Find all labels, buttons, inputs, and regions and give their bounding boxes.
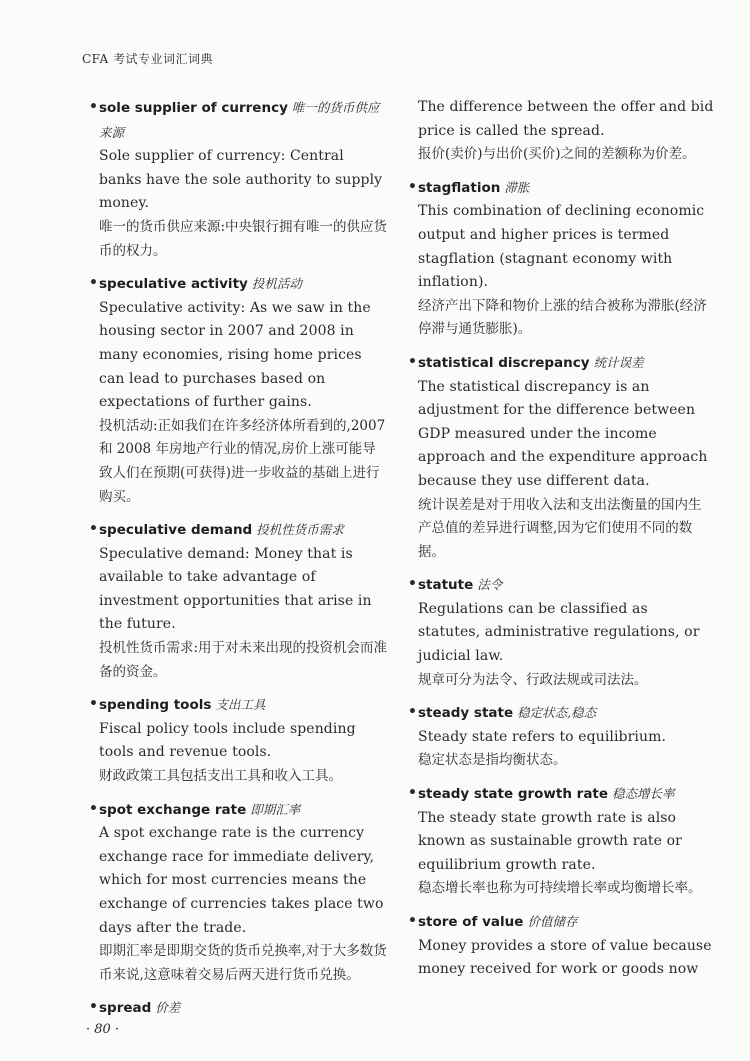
entry-english: Steady state refers to equilibrium. [418,728,667,745]
glossary-entry [89,996,389,1021]
glossary-entry [408,351,714,564]
bullet-icon: • [408,178,417,195]
bullet-icon: • [89,521,98,538]
glossary-entry [89,272,389,509]
entry-english: Fiscal policy tools include spending tools and revenue tools. [99,720,356,761]
entry-term-cn: 投机性货币需求 [256,522,344,538]
entry-term-cn: 价差 [155,1000,181,1016]
glossary-entry [89,518,389,684]
running-header: CFA 考试专业词汇词典 [82,52,213,66]
bullet-icon: • [89,999,98,1016]
entry-english: Money provides a store of value because money received for work or goods now [418,937,712,978]
bullet-icon: • [408,785,417,802]
entry-term: speculative activity [99,276,248,293]
glossary-entry [408,701,714,773]
entry-chinese: 统计误差是对于用收入法和支出法衡量的国内生产总值的差异进行调整,因为它们使用不同的数据。 [418,496,702,560]
glossary-entry [408,573,714,692]
entry-term: speculative demand [99,522,253,539]
entry-term: steady state [418,705,514,722]
entry-english: This combination of declining economic output and higher prices is termed stagflation (stagnant economy with inflation). [418,203,705,291]
entry-term: sole supplier of currency [99,100,288,116]
entry-english: A spot exchange rate is the currency exchange race for immediate delivery, which for most currencies means the exchange of currencies takes place two days after the trade. [99,825,384,936]
entry-term: spending tools [99,697,212,714]
glossary-entry [89,693,389,788]
entry-term: store of value [418,914,524,930]
entry-term-cn: 稳定状态,稳态 [517,705,597,721]
bullet-icon: • [408,913,417,929]
glossary-entry [89,798,389,988]
entry-term: steady state growth rate [418,786,609,803]
entry-chinese: 规章可分为法令、行政法规或司法法。 [418,671,648,688]
entry-term-cn: 唯一的货币供应来源 [99,100,380,140]
entry-term-cn: 法令 [477,577,503,593]
entry-chinese: 财政政策工具包括支出工具和收入工具。 [99,768,342,785]
glossary-entry-continued [418,96,714,167]
entry-term: spread [99,1000,152,1017]
entry-term: spot exchange rate [99,801,247,818]
right-column [408,96,714,991]
bullet-icon: • [89,800,98,817]
entry-english: Speculative activity: As we saw in the housing sector in 2007 and 2008 in many economies, rising home prices can lead to purchases based on expectations of further gains. [99,299,371,411]
entry-term-cn: 即期汇率 [250,801,301,817]
entry-chinese: 投机活动:正如我们在许多经济体所看到的,2007 和 2008 年房地产行业的情况,房价上涨可能导致人们在预期(可获得)进一步收益的基础上进行购买。 [99,417,386,505]
bullet-icon: • [408,576,417,593]
left-column [89,96,389,1030]
entry-chinese: 唯一的货币供应来源:中央银行拥有唯一的供应货币的权力。 [99,218,388,259]
entry-term: stagflation [418,179,501,196]
entry-term-cn: 稳态增长率 [612,786,675,802]
entry-chinese: 报价(卖价)与出价(买价)之间的差额称为价差。 [418,146,696,163]
entry-term-cn: 投机活动 [251,276,302,292]
glossary-entry [408,910,714,982]
entry-term: statute [418,577,474,594]
entry-chinese: 投机性货币需求:用于对未来出现的投资机会而准备的资金。 [99,640,388,680]
bullet-icon: • [89,696,98,713]
entry-english: The difference between the offer and bid price is called the spread. [418,99,714,139]
bullet-icon: • [89,275,98,292]
entry-chinese: 稳态增长率也称为可持续增长率或均衡增长率。 [418,880,702,897]
bullet-icon: • [408,704,417,721]
glossary-entry [89,96,389,263]
entry-term-cn: 滞胀 [504,179,530,195]
entry-english: The steady state growth rate is also known as sustainable growth rate or equilibrium growth rate. [418,809,682,873]
entry-chinese: 经济产出下降和物价上涨的结合被称为滞胀(经济停滞与通货膨胀)。 [418,297,707,338]
entry-term-cn: 统计误差 [593,354,644,370]
entry-english: Speculative demand: Money that is available to take advantage of investment opportunities that arise in the future. [99,545,372,633]
bullet-icon: • [408,353,417,370]
entry-english: Regulations can be classified as statutes, administrative regulations, or judicial law. [418,600,700,665]
glossary-entry [408,782,714,901]
entry-chinese: 稳定状态是指均衡状态。 [418,752,567,769]
entry-term-cn: 价值储存 [527,914,578,929]
entry-english: The statistical discrepancy is an adjustment for the difference between GDP measured under the income approach and the expenditure approach because they use different data. [418,378,708,489]
entry-english: Sole supplier of currency: Central banks have the sole authority to supply money. [99,148,383,212]
bullet-icon: • [89,99,98,115]
entry-chinese: 即期汇率是即期交货的货币兑换率,对于大多数货币来说,这意味着交易后两天进行货币兑换。 [99,943,387,983]
entry-term: statistical discrepancy [418,354,590,371]
entry-term-cn: 支出工具 [215,697,266,713]
glossary-entry [408,176,714,342]
page-number: · 80 · [86,1022,120,1037]
